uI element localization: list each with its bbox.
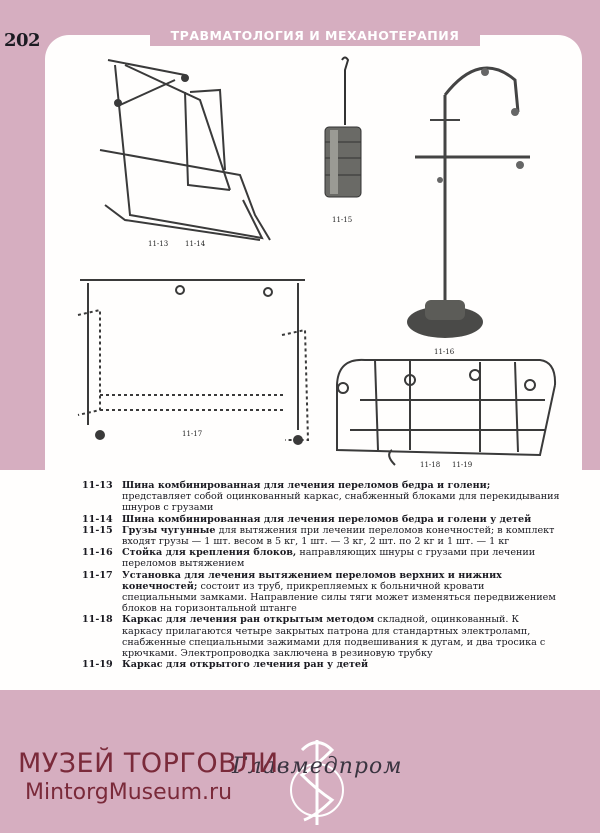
entry-title: Каркас для лечения ран открытым методом bbox=[122, 614, 375, 626]
entry-code: 11-14 bbox=[82, 513, 113, 525]
entry-title: Стойка для крепления блоков, bbox=[122, 547, 297, 559]
entry-title: Шина комбинированная для лечения переломов бедра и голени у детей bbox=[122, 513, 532, 525]
catalog-entry bbox=[82, 480, 562, 514]
entry-title: Установка для лечения вытяжением переломов верхних и нижних конечностей; bbox=[122, 569, 502, 592]
figure-label-11-16: 11-16 bbox=[434, 348, 455, 356]
entry-text: направляющих шнуры с грузами при лечении переломов вытяжением bbox=[122, 547, 536, 570]
catalog-entry bbox=[82, 525, 562, 547]
entry-text: складной, оцинкованный. К каркасу прилагаются четыре закрытых патрона для стандартных электроламп, снабженные специальными зажимами для подвешивания к дугам, и два тросика с крючками. Электропроводка заключена в резиновую трубку bbox=[122, 614, 546, 660]
figure-label-11-14: 11-14 bbox=[185, 240, 206, 248]
entry-title: Шина комбинированная для лечения переломов бедра и голени; bbox=[122, 480, 491, 491]
entry-title: Каркас для открытого лечения ран у детей bbox=[122, 659, 369, 671]
entry-text: представляет собой оцинкованный каркас, снабженный блоками для перекидывания шнуров с грузами bbox=[122, 491, 560, 514]
catalog-entry bbox=[82, 547, 562, 569]
brand-name: Главмедпром bbox=[232, 754, 403, 779]
caduceus-emblem-icon bbox=[282, 730, 352, 830]
entry-text: состоит из труб, прикрепляемых к больничной кровати специальными замками. Направление силы тяги может изменяться передвижением блоков на горизонтальной штанге bbox=[122, 580, 556, 615]
catalog-entry bbox=[82, 570, 562, 615]
entry-code: 11-17 bbox=[82, 569, 113, 581]
page-number: 202 bbox=[4, 30, 41, 51]
traction-installation-drawing bbox=[78, 280, 308, 444]
entry-code: 11-18 bbox=[82, 614, 113, 626]
figure-label-11-18: 11-18 bbox=[420, 461, 441, 469]
watermark-url: MintorgMuseum.ru bbox=[25, 780, 233, 805]
catalog-entries bbox=[82, 480, 562, 670]
wound-frame-drawing bbox=[337, 360, 555, 465]
figure-label-11-13: 11-13 bbox=[148, 240, 169, 248]
figure-label-11-15: 11-15 bbox=[332, 216, 353, 224]
entry-title: Грузы чугунные bbox=[122, 524, 216, 536]
catalog-entry bbox=[82, 614, 562, 659]
entry-text: для вытяжения при лечении переломов конечностей; в комплект входят грузы — 1 шт. весом в 5 кг, 1 шт. — 3 кг, 2 шт. по 2 кг и 1 шт. — 1 кг bbox=[122, 524, 555, 548]
catalog-entry bbox=[82, 514, 562, 525]
entry-code: 11-15 bbox=[82, 524, 113, 536]
entry-code: 11-16 bbox=[82, 547, 113, 559]
catalog-entry bbox=[82, 659, 562, 670]
figure-label-11-19: 11-19 bbox=[452, 461, 473, 469]
block-stand-drawing bbox=[407, 68, 530, 338]
section-header bbox=[150, 24, 480, 46]
figure-label-11-17: 11-17 bbox=[182, 430, 203, 438]
weights-drawing bbox=[325, 58, 361, 198]
watermark-title: МУЗЕЙ ТОРГОВЛИ bbox=[18, 748, 279, 779]
entry-code: 11-13 bbox=[82, 480, 113, 491]
entry-code: 11-19 bbox=[82, 659, 113, 671]
section-title: ТРАВМАТОЛОГИЯ И МЕХАНОТЕРАПИЯ bbox=[170, 27, 460, 43]
splint-frame-drawing bbox=[100, 60, 270, 240]
